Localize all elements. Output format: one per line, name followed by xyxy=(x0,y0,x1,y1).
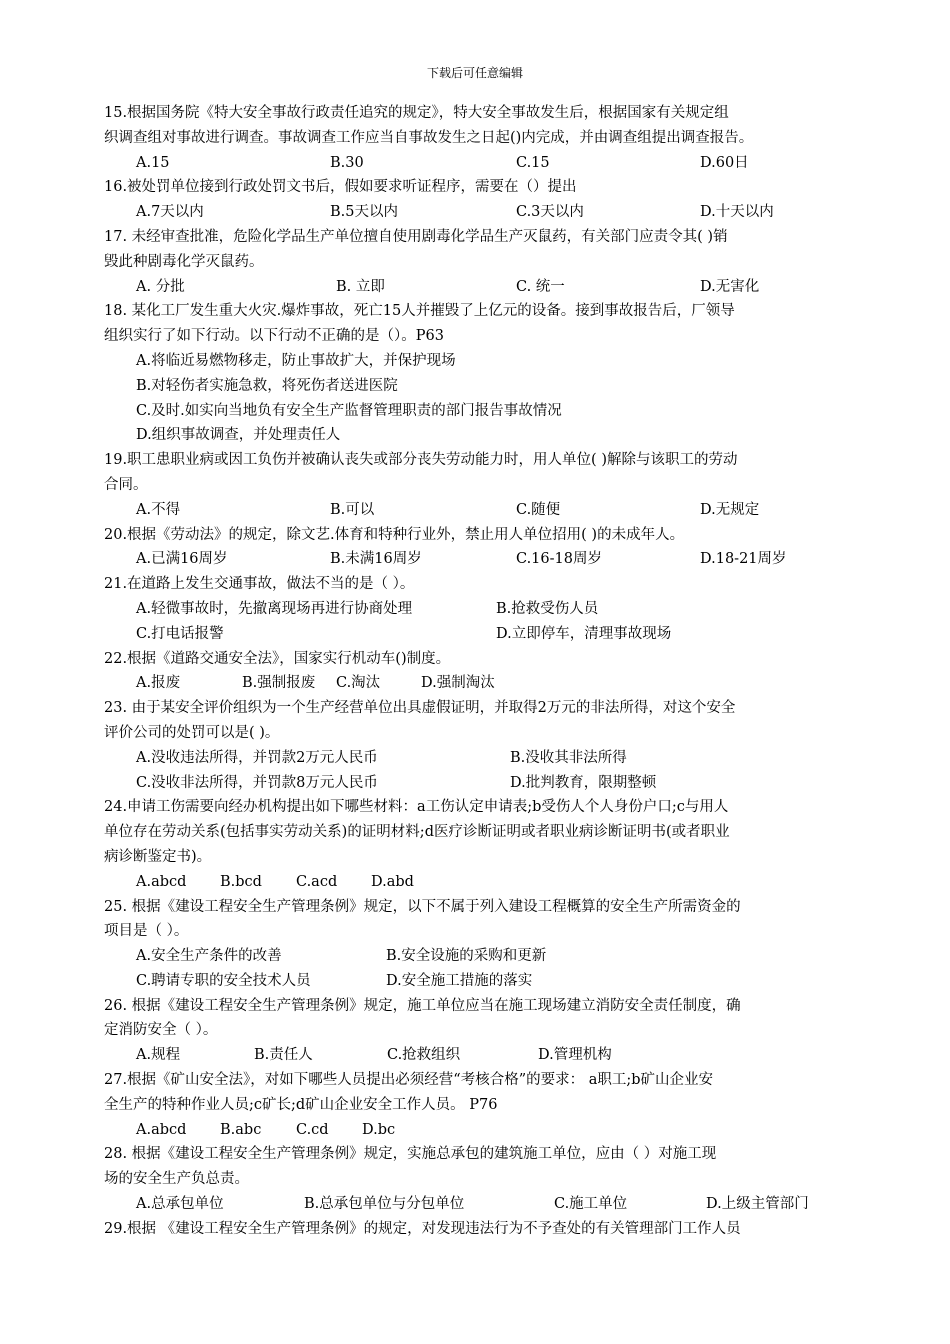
option-item: C.打电话报警 xyxy=(136,625,224,642)
option-item: B.抢救受伤人员 xyxy=(496,600,599,617)
option-row xyxy=(104,870,852,895)
option-item: A.7天以内 xyxy=(136,204,204,221)
option-item: D.安全施工措施的落实 xyxy=(386,972,533,989)
option-row xyxy=(104,374,852,399)
option-row xyxy=(104,423,852,448)
option-row xyxy=(104,1043,852,1068)
option-item: B.安全设施的采购和更新 xyxy=(386,948,547,965)
option-item: D.立即停车，清理事故现场 xyxy=(496,625,672,642)
question-text: 场的安全生产负总责。 xyxy=(104,1171,249,1188)
question-text: 27.根据《矿山安全法》，对如下哪些人员提出必须经营“考核合格”的要求： a职工;b矿山企业安 xyxy=(104,1072,714,1089)
option-item: D.组织事故调查，并处理责任人 xyxy=(136,427,341,444)
option-item: D.十天以内 xyxy=(700,204,774,221)
question-list xyxy=(104,101,852,1242)
option-item: B.未满16周岁 xyxy=(330,551,422,568)
option-item: A.没收违法所得，并罚款2万元人民币 xyxy=(136,749,378,766)
question-text: 28. 根据《建设工程安全生产管理条例》规定，实施总承包的建筑施工单位，应由（ ）对施工现 xyxy=(104,1146,717,1163)
question-text: 21.在道路上发生交通事故，做法不当的是（ ）。 xyxy=(104,576,415,593)
option-item: A.不得 xyxy=(136,501,181,518)
option-item: A.abcd xyxy=(136,1121,187,1138)
option-item: A.abcd xyxy=(136,873,187,890)
option-item: C.15 xyxy=(516,154,550,171)
option-item: A.将临近易燃物移走，防止事故扩大，并保护现场 xyxy=(136,352,456,369)
option-item: A.规程 xyxy=(136,1047,181,1064)
option-item: D.批判教育，限期整顿 xyxy=(510,774,657,791)
option-row xyxy=(104,671,852,696)
question-text: 17. 未经审查批准，危险化学品生产单位擅自使用剧毒化学品生产灭鼠药，有关部门应责令其( )销 xyxy=(104,228,728,245)
question-text: 25. 根据《建设工程安全生产管理条例》规定，以下不属于列入建设工程概算的安全生产所需资金的 xyxy=(104,898,741,915)
option-item: C.3天以内 xyxy=(516,204,584,221)
option-item: C.cd xyxy=(296,1121,329,1138)
question-text: 29.根据 《建设工程安全生产管理条例》的规定，对发现违法行为不予查处的有关管理部门工作人员 xyxy=(104,1220,741,1237)
question-text: 22.根据《道路交通安全法》，国家实行机动车()制度。 xyxy=(104,650,451,667)
option-item: C.施工单位 xyxy=(554,1196,628,1213)
option-row xyxy=(104,597,852,622)
question-text: 病诊断鉴定书)。 xyxy=(104,848,212,865)
option-item: D.强制淘汰 xyxy=(421,675,495,692)
option-item: C.聘请专职的安全技术人员 xyxy=(136,972,311,989)
option-row xyxy=(104,1118,852,1143)
option-row xyxy=(104,944,852,969)
option-item: B.强制报废 xyxy=(242,675,316,692)
option-item: A.总承包单位 xyxy=(136,1196,224,1213)
option-item: C.16-18周岁 xyxy=(516,551,602,568)
option-item: D.无害化 xyxy=(700,278,760,295)
option-item: C. 统一 xyxy=(516,278,565,295)
question-text: 18. 某化工厂发生重大火灾.爆炸事故，死亡15人并摧毁了上亿元的设备。接到事故报告后，厂领导 xyxy=(104,303,735,320)
option-item: A. 分批 xyxy=(136,278,185,295)
option-row xyxy=(104,498,852,523)
option-item: A.已满16周岁 xyxy=(136,551,228,568)
option-item: C.及时.如实向当地负有安全生产监督管理职责的部门报告事故情况 xyxy=(136,402,562,419)
question-text: 组织实行了如下行动。以下行动不正确的是（）。P63 xyxy=(104,328,444,345)
question-text: 16.被处罚单位接到行政处罚文书后，假如要求听证程序，需要在（）提出 xyxy=(104,179,577,196)
question-text: 单位存在劳动关系(包括事实劳动关系)的证明材料;d医疗诊断证明或者职业病诊断证明书(或者职业 xyxy=(104,824,730,841)
option-item: D.bc xyxy=(362,1121,396,1138)
option-item: C.淘汰 xyxy=(336,675,381,692)
question-text: 项目是（ ）。 xyxy=(104,923,189,940)
option-row xyxy=(104,746,852,771)
option-item: A.报废 xyxy=(136,675,181,692)
question-text: 合同。 xyxy=(104,476,148,493)
option-item: C.抢救组织 xyxy=(387,1047,461,1064)
option-item: D.管理机构 xyxy=(538,1047,612,1064)
option-item: A.安全生产条件的改善 xyxy=(136,948,282,965)
option-item: D.无规定 xyxy=(700,501,760,518)
option-item: D.60日 xyxy=(700,154,749,171)
option-item: C.acd xyxy=(296,873,338,890)
question-text: 23. 由于某安全评价组织为一个生产经营单位出具虚假证明，并取得2万元的非法所得，对这个安全 xyxy=(104,700,736,717)
option-row xyxy=(104,1192,852,1217)
question-text: 织调查组对事故进行调查。事故调查工作应当自事故发生之日起()内完成，并由调查组提出调查报告。 xyxy=(104,129,754,146)
question-text: 定消防安全（ ）。 xyxy=(104,1022,218,1039)
option-item: A.15 xyxy=(136,154,170,171)
option-item: B.abc xyxy=(220,1121,262,1138)
option-row xyxy=(104,151,852,176)
option-row xyxy=(104,349,852,374)
option-row xyxy=(104,771,852,796)
question-text: 20.根据《劳动法》的规定，除文艺.体育和特种行业外，禁止用人单位招用( )的未成年人。 xyxy=(104,526,685,543)
option-item: A.轻微事故时，先撤离现场再进行协商处理 xyxy=(136,600,413,617)
option-item: C.没收非法所得，并罚款8万元人民币 xyxy=(136,774,378,791)
option-row xyxy=(104,622,852,647)
option-row xyxy=(104,969,852,994)
option-item: B.可以 xyxy=(330,501,375,518)
page-header: 下载后可任意编辑 xyxy=(426,66,523,80)
question-text: 19.职工患职业病或因工负伤并被确认丧失或部分丧失劳动能力时，用人单位( )解除与该职工的劳动 xyxy=(104,452,738,469)
option-item: B.30 xyxy=(330,154,364,171)
option-item: B.bcd xyxy=(220,873,262,890)
option-row xyxy=(104,200,852,225)
option-item: B.总承包单位与分包单位 xyxy=(304,1196,465,1213)
option-item: D.abd xyxy=(371,873,414,890)
question-text: 全生产的特种作业人员;c矿长;d矿山企业安全工作人员。 P76 xyxy=(104,1096,498,1113)
question-text: 24.申请工伤需要向经办机构提出如下哪些材料：a工伤认定申请表;b受伤人个人身份户口;c与用人 xyxy=(104,799,729,816)
option-row xyxy=(104,547,852,572)
question-text: 评价公司的处罚可以是( )。 xyxy=(104,724,280,741)
option-item: B.没收其非法所得 xyxy=(510,749,627,766)
question-text: 26. 根据《建设工程安全生产管理条例》规定，施工单位应当在施工现场建立消防安全责任制度，确 xyxy=(104,997,741,1014)
question-text: 15.根据国务院《特大安全事故行政责任追究的规定》，特大安全事故发生后，根据国家有关规定组 xyxy=(104,105,729,121)
option-item: B.5天以内 xyxy=(330,204,398,221)
question-text: 毁此种剧毒化学灭鼠药。 xyxy=(104,253,264,270)
option-item: C.随便 xyxy=(516,501,561,518)
option-row xyxy=(104,275,852,300)
option-item: D.上级主管部门 xyxy=(706,1196,809,1213)
option-item: B.责任人 xyxy=(254,1047,313,1064)
option-item: B.对轻伤者实施急救，将死伤者送进医院 xyxy=(136,377,398,394)
option-row xyxy=(104,399,852,424)
option-item: B. 立即 xyxy=(336,278,385,295)
option-item: D.18-21周岁 xyxy=(700,551,787,568)
